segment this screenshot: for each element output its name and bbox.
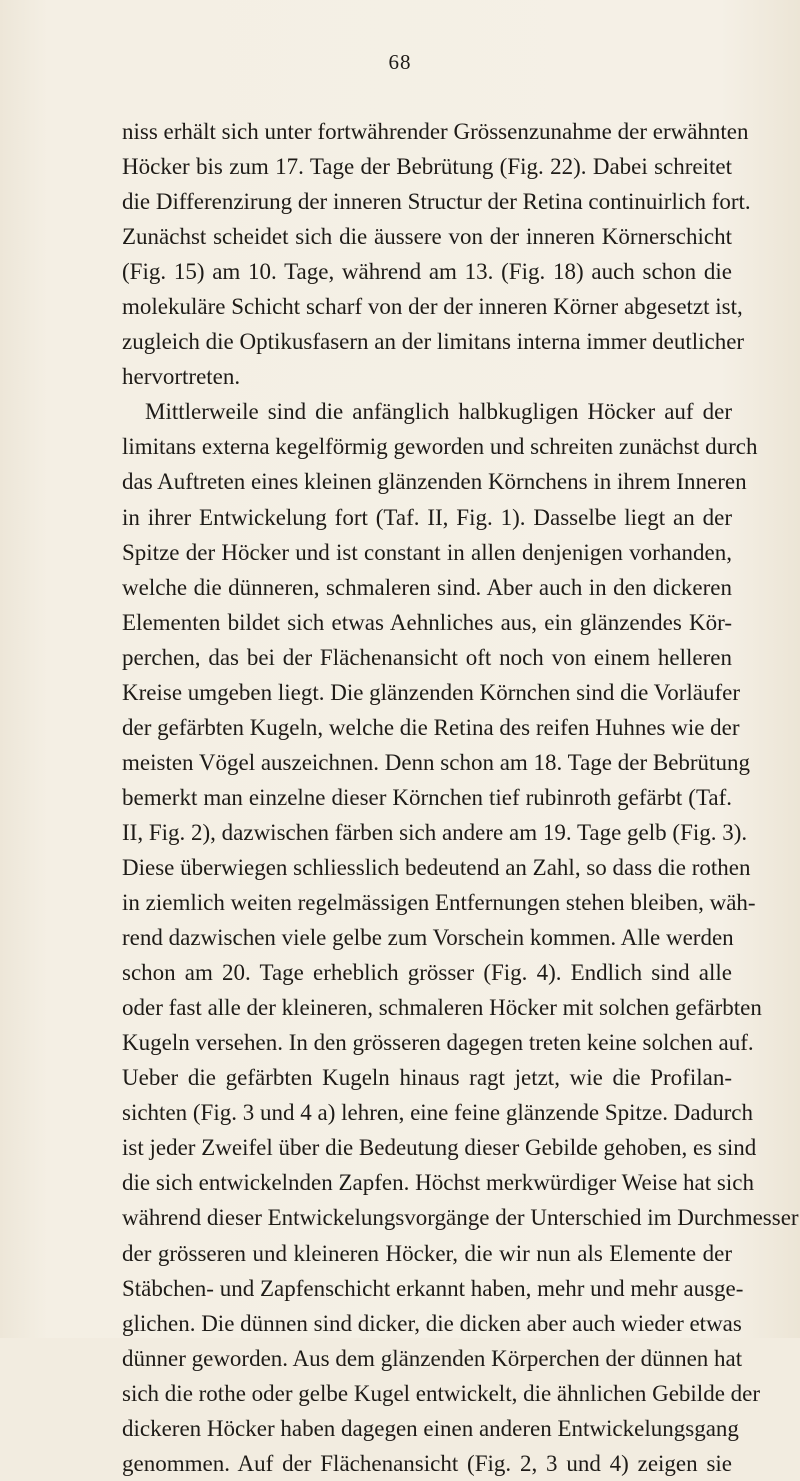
text-line: Elementen bildet sich etwas Aehnliches aus, ein glänzendes Kör- bbox=[122, 609, 732, 635]
text-line: Kugeln versehen. In den grösseren dagegen treten keine solchen auf. bbox=[122, 1030, 754, 1056]
text-line: das Auftreten eines kleinen glänzenden Körnchens in ihrem Inneren bbox=[122, 469, 747, 495]
text-line: Zunächst scheidet sich die äussere von der inneren Körnerschicht bbox=[122, 224, 732, 250]
text-line: dickeren Höcker haben dagegen einen anderen Entwickelungsgang bbox=[122, 1415, 739, 1441]
text-line: der grösseren und kleineren Höcker, die wir nun als Elemente der bbox=[122, 1240, 732, 1266]
text-line: Spitze der Höcker und ist constant in allen denjenigen vorhanden, bbox=[122, 539, 732, 565]
text-line: der gefärbten Kugeln, welche die Retina des reifen Huhnes wie der bbox=[122, 714, 740, 740]
text-line: in ihrer Entwickelung fort (Taf. II, Fig. 1). Dasselbe liegt an der bbox=[122, 504, 732, 530]
text-line: sichten (Fig. 3 und 4 a) lehren, eine feine glänzende Spitze. Dadurch bbox=[122, 1100, 753, 1126]
text-line: niss erhält sich unter fortwährender Grössenzunahme der erwähnten bbox=[122, 119, 749, 144]
text-line: die sich entwickelnden Zapfen. Höchst merkwürdiger Weise hat sich bbox=[122, 1170, 754, 1196]
body-text bbox=[122, 114, 799, 1481]
text-line: perchen, das bei der Flächenansicht oft noch von einem helleren bbox=[122, 644, 732, 670]
text-line: welche die dünneren, schmaleren sind. Aber auch in den dickeren bbox=[122, 574, 732, 600]
text-line: während dieser Entwickelungsvorgänge der Unterschied im Durchmesser bbox=[122, 1205, 799, 1231]
text-line: Kreise umgeben liegt. Die glänzenden Körnchen sind die Vorläufer bbox=[122, 679, 741, 705]
text-line: ist jeder Zweifel über die Bedeutung dieser Gebilde gehoben, es sind bbox=[122, 1135, 757, 1161]
text-line: Mittlerweile sind die anfänglich halbkugligen Höcker auf der bbox=[145, 399, 732, 425]
text-line: rend dazwischen viele gelbe zum Vorschein kommen. Alle werden bbox=[122, 925, 734, 951]
text-line: dünner geworden. Aus dem glänzenden Körperchen der dünnen hat bbox=[122, 1345, 743, 1371]
text-line: II, Fig. 2), dazwischen färben sich andere am 19. Tage gelb (Fig. 3). bbox=[122, 819, 748, 845]
text-line: zugleich die Optikusfasern an der limitans interna immer deutlicher bbox=[122, 329, 745, 355]
text-line: Diese überwiegen schliesslich bedeutend an Zahl, so dass die rothen bbox=[122, 854, 751, 880]
text-line: Stäbchen- und Zapfenschicht erkannt haben, mehr und mehr ausge- bbox=[122, 1275, 744, 1301]
text-line: in ziemlich weiten regelmässigen Entfernungen stehen bleiben, wäh- bbox=[122, 890, 756, 916]
text-line: Ueber die gefärbten Kugeln hinaus ragt jetzt, wie die Profilan- bbox=[122, 1065, 732, 1091]
text-line: limitans externa kegelförmig geworden und schreiten zunächst durch bbox=[122, 434, 758, 460]
text-line: glichen. Die dünnen sind dicker, die dicken aber auch wieder etwas bbox=[122, 1310, 742, 1336]
text-line: hervortreten. bbox=[122, 364, 241, 390]
text-line: oder fast alle der kleineren, schmaleren Höcker mit solchen gefärbten bbox=[122, 995, 762, 1021]
text-line: die Differenzirung der inneren Structur der Retina continuirlich fort. bbox=[122, 189, 751, 215]
text-line: bemerkt man einzelne dieser Körnchen tief rubinroth gefärbt (Taf. bbox=[122, 784, 732, 810]
text-line: sich die rothe oder gelbe Kugel entwickelt, die ähnlichen Gebilde der bbox=[122, 1380, 761, 1406]
text-line: molekuläre Schicht scharf von der der inneren Körner abgesetzt ist, bbox=[122, 294, 743, 320]
text-line: Höcker bis zum 17. Tage der Bebrütung (Fig. 22). Dabei schreitet bbox=[122, 154, 732, 180]
page-number: 68 bbox=[388, 50, 412, 74]
text-line: genommen. Auf der Flächenansicht (Fig. 2, 3 und 4) zeigen sie bbox=[122, 1450, 732, 1476]
text-line: (Fig. 15) am 10. Tage, während am 13. (Fig. 18) auch schon die bbox=[122, 259, 732, 285]
text-line: meisten Vögel auszeichnen. Denn schon am 18. Tage der Bebrütung bbox=[122, 749, 750, 775]
text-line: schon am 20. Tage erheblich grösser (Fig. 4). Endlich sind alle bbox=[122, 960, 732, 986]
